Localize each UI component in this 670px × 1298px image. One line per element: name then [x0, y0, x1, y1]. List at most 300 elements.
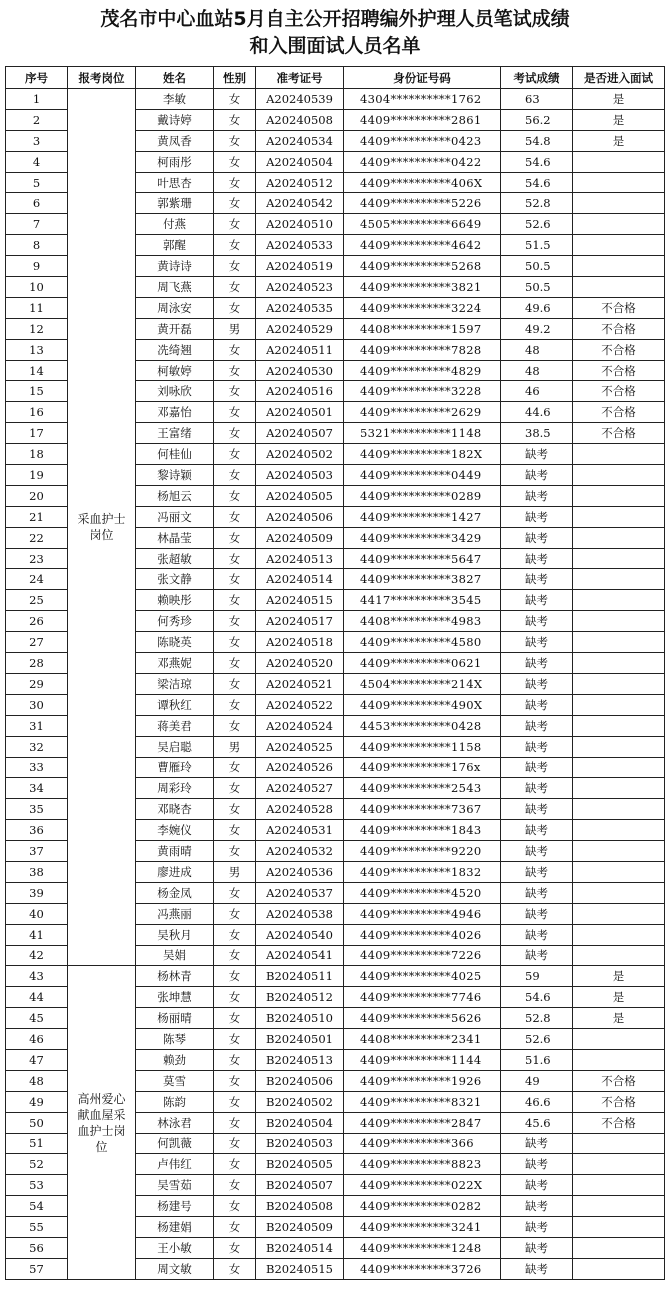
cell-id-no: 4409**********4946: [344, 903, 501, 924]
cell-interview: 是: [573, 987, 665, 1008]
cell-score: 52.6: [501, 214, 573, 235]
cell-gender: 女: [214, 423, 256, 444]
cell-id-no: 4409**********5647: [344, 548, 501, 569]
cell-exam-no: A20240509: [256, 527, 344, 548]
cell-name: 林晶莹: [136, 527, 214, 548]
cell-no: 56: [6, 1237, 68, 1258]
cell-score: 缺考: [501, 820, 573, 841]
cell-exam-no: A20240517: [256, 611, 344, 632]
cell-exam-no: A20240538: [256, 903, 344, 924]
cell-interview: 不合格: [573, 381, 665, 402]
cell-name: 杨建娟: [136, 1217, 214, 1238]
cell-exam-no: A20240541: [256, 945, 344, 966]
cell-score: 48: [501, 360, 573, 381]
cell-exam-no: A20240528: [256, 799, 344, 820]
cell-gender: 女: [214, 444, 256, 465]
cell-exam-no: B20240508: [256, 1196, 344, 1217]
cell-score: 缺考: [501, 485, 573, 506]
cell-id-no: 4409**********022X: [344, 1175, 501, 1196]
cell-exam-no: A20240512: [256, 172, 344, 193]
cell-name: 黄凤香: [136, 130, 214, 151]
cell-score: 59: [501, 966, 573, 987]
cell-name: 邓晓杏: [136, 799, 214, 820]
cell-interview: [573, 590, 665, 611]
cell-name: 张坤慧: [136, 987, 214, 1008]
cell-name: 杨丽晴: [136, 1008, 214, 1029]
cell-interview: 是: [573, 109, 665, 130]
cell-id-no: 4409**********1144: [344, 1049, 501, 1070]
cell-gender: 女: [214, 569, 256, 590]
header-post: 报考岗位: [68, 67, 136, 89]
cell-gender: 女: [214, 1049, 256, 1070]
cell-exam-no: A20240516: [256, 381, 344, 402]
cell-gender: 女: [214, 465, 256, 486]
cell-no: 21: [6, 506, 68, 527]
cell-interview: 不合格: [573, 360, 665, 381]
cell-exam-no: A20240507: [256, 423, 344, 444]
cell-exam-no: A20240532: [256, 841, 344, 862]
cell-score: 56.2: [501, 109, 573, 130]
cell-id-no: 4409**********0423: [344, 130, 501, 151]
cell-exam-no: A20240531: [256, 820, 344, 841]
cell-interview: 不合格: [573, 1091, 665, 1112]
cell-name: 李婉仪: [136, 820, 214, 841]
cell-interview: [573, 1029, 665, 1050]
cell-exam-no: B20240513: [256, 1049, 344, 1070]
cell-no: 25: [6, 590, 68, 611]
table-body: [6, 89, 665, 1280]
cell-score: 缺考: [501, 653, 573, 674]
cell-score: 49: [501, 1070, 573, 1091]
cell-id-no: 4409**********4829: [344, 360, 501, 381]
cell-gender: 女: [214, 506, 256, 527]
cell-name: 付燕: [136, 214, 214, 235]
cell-score: 缺考: [501, 778, 573, 799]
cell-id-no: 4304**********1762: [344, 89, 501, 110]
cell-name: 吴秋月: [136, 924, 214, 945]
cell-interview: [573, 903, 665, 924]
cell-exam-no: B20240506: [256, 1070, 344, 1091]
cell-score: 缺考: [501, 841, 573, 862]
cell-no: 15: [6, 381, 68, 402]
cell-exam-no: A20240518: [256, 632, 344, 653]
cell-no: 43: [6, 966, 68, 987]
cell-name: 何秀珍: [136, 611, 214, 632]
header-interview: 是否进入面试: [573, 67, 665, 89]
cell-score: 缺考: [501, 736, 573, 757]
cell-exam-no: A20240504: [256, 151, 344, 172]
cell-no: 14: [6, 360, 68, 381]
cell-name: 杨金凤: [136, 882, 214, 903]
cell-id-no: 4409**********8823: [344, 1154, 501, 1175]
cell-gender: 女: [214, 1258, 256, 1279]
cell-id-no: 4409**********5268: [344, 256, 501, 277]
cell-no: 4: [6, 151, 68, 172]
cell-interview: 是: [573, 966, 665, 987]
cell-exam-no: A20240520: [256, 653, 344, 674]
cell-id-no: 4409**********4025: [344, 966, 501, 987]
cell-no: 46: [6, 1029, 68, 1050]
cell-gender: 女: [214, 882, 256, 903]
cell-interview: 不合格: [573, 297, 665, 318]
cell-id-no: 4409**********7226: [344, 945, 501, 966]
cell-score: 52.6: [501, 1029, 573, 1050]
cell-exam-no: A20240510: [256, 214, 344, 235]
cell-score: 54.8: [501, 130, 573, 151]
cell-score: 45.6: [501, 1112, 573, 1133]
cell-name: 叶思杏: [136, 172, 214, 193]
cell-name: 冯丽文: [136, 506, 214, 527]
cell-exam-no: A20240514: [256, 569, 344, 590]
cell-name: 周泳安: [136, 297, 214, 318]
cell-gender: 女: [214, 903, 256, 924]
cell-id-no: 4409**********8321: [344, 1091, 501, 1112]
cell-no: 3: [6, 130, 68, 151]
cell-name: 王小敏: [136, 1237, 214, 1258]
cell-no: 47: [6, 1049, 68, 1070]
cell-gender: 女: [214, 151, 256, 172]
cell-name: 张超敏: [136, 548, 214, 569]
cell-gender: 女: [214, 1217, 256, 1238]
cell-gender: 女: [214, 527, 256, 548]
header-no: 序号: [6, 67, 68, 89]
cell-interview: [573, 569, 665, 590]
cell-score: 缺考: [501, 465, 573, 486]
cell-name: 王富绪: [136, 423, 214, 444]
cell-name: 戴诗婷: [136, 109, 214, 130]
cell-id-no: 4409**********3821: [344, 277, 501, 298]
cell-score: 缺考: [501, 1154, 573, 1175]
cell-exam-no: A20240503: [256, 465, 344, 486]
cell-id-no: 4409**********2629: [344, 402, 501, 423]
cell-exam-no: A20240524: [256, 715, 344, 736]
cell-interview: 不合格: [573, 402, 665, 423]
cell-id-no: 4409**********1832: [344, 861, 501, 882]
cell-interview: [573, 820, 665, 841]
cell-score: 46.6: [501, 1091, 573, 1112]
cell-gender: 女: [214, 381, 256, 402]
cell-score: 缺考: [501, 861, 573, 882]
cell-no: 28: [6, 653, 68, 674]
cell-interview: [573, 882, 665, 903]
cell-score: 49.2: [501, 318, 573, 339]
cell-interview: [573, 653, 665, 674]
cell-name: 柯雨彤: [136, 151, 214, 172]
cell-name: 郭紫珊: [136, 193, 214, 214]
cell-interview: [573, 694, 665, 715]
cell-no: 34: [6, 778, 68, 799]
cell-exam-no: A20240508: [256, 109, 344, 130]
cell-no: 54: [6, 1196, 68, 1217]
cell-exam-no: A20240522: [256, 694, 344, 715]
cell-no: 51: [6, 1133, 68, 1154]
cell-gender: 女: [214, 820, 256, 841]
cell-id-no: 4409**********2861: [344, 109, 501, 130]
cell-no: 23: [6, 548, 68, 569]
table-row: [6, 89, 665, 110]
cell-name: 邓嘉怡: [136, 402, 214, 423]
cell-name: 卢伟红: [136, 1154, 214, 1175]
cell-interview: [573, 256, 665, 277]
cell-gender: 女: [214, 1237, 256, 1258]
cell-id-no: 4409**********3228: [344, 381, 501, 402]
cell-interview: [573, 1196, 665, 1217]
cell-interview: [573, 757, 665, 778]
cell-score: 缺考: [501, 882, 573, 903]
cell-gender: 女: [214, 339, 256, 360]
cell-id-no: 4409**********176x: [344, 757, 501, 778]
cell-name: 黎诗颖: [136, 465, 214, 486]
cell-id-no: 4505**********6649: [344, 214, 501, 235]
cell-score: 缺考: [501, 673, 573, 694]
cell-exam-no: A20240537: [256, 882, 344, 903]
cell-exam-no: A20240525: [256, 736, 344, 757]
cell-exam-no: A20240519: [256, 256, 344, 277]
cell-interview: [573, 841, 665, 862]
cell-no: 42: [6, 945, 68, 966]
cell-interview: [573, 527, 665, 548]
cell-interview: [573, 673, 665, 694]
cell-exam-no: B20240505: [256, 1154, 344, 1175]
cell-id-no: 4409**********1248: [344, 1237, 501, 1258]
cell-no: 39: [6, 882, 68, 903]
cell-id-no: 4504**********214X: [344, 673, 501, 694]
table-row: [6, 966, 665, 987]
cell-interview: [573, 1154, 665, 1175]
cell-no: 49: [6, 1091, 68, 1112]
cell-score: 缺考: [501, 632, 573, 653]
header-exam-no: 准考证号: [256, 67, 344, 89]
cell-id-no: 4409**********1843: [344, 820, 501, 841]
cell-no: 32: [6, 736, 68, 757]
cell-name: 吴雪茹: [136, 1175, 214, 1196]
cell-name: 黄诗诗: [136, 256, 214, 277]
cell-id-no: 4409**********9220: [344, 841, 501, 862]
cell-name: 莫雪: [136, 1070, 214, 1091]
cell-name: 赖映彤: [136, 590, 214, 611]
cell-interview: [573, 1258, 665, 1279]
cell-exam-no: A20240527: [256, 778, 344, 799]
cell-gender: 女: [214, 632, 256, 653]
cell-id-no: 4409**********182X: [344, 444, 501, 465]
cell-interview: [573, 736, 665, 757]
cell-no: 50: [6, 1112, 68, 1133]
cell-score: 46: [501, 381, 573, 402]
cell-id-no: 4409**********2543: [344, 778, 501, 799]
cell-score: 54.6: [501, 151, 573, 172]
cell-name: 刘咏欣: [136, 381, 214, 402]
cell-id-no: 4408**********2341: [344, 1029, 501, 1050]
cell-no: 10: [6, 277, 68, 298]
cell-gender: 女: [214, 256, 256, 277]
cell-no: 20: [6, 485, 68, 506]
cell-gender: 女: [214, 945, 256, 966]
cell-gender: 女: [214, 1029, 256, 1050]
cell-id-no: 4409**********7828: [344, 339, 501, 360]
cell-gender: 女: [214, 590, 256, 611]
cell-no: 38: [6, 861, 68, 882]
cell-score: 缺考: [501, 1258, 573, 1279]
header-id-no: 身份证号码: [344, 67, 501, 89]
cell-id-no: 4409**********490X: [344, 694, 501, 715]
cell-id-no: 4408**********4983: [344, 611, 501, 632]
cell-name: 杨建号: [136, 1196, 214, 1217]
cell-exam-no: A20240530: [256, 360, 344, 381]
cell-score: 缺考: [501, 715, 573, 736]
cell-exam-no: A20240513: [256, 548, 344, 569]
cell-gender: 女: [214, 1133, 256, 1154]
cell-no: 18: [6, 444, 68, 465]
cell-exam-no: A20240536: [256, 861, 344, 882]
cell-interview: [573, 632, 665, 653]
cell-no: 48: [6, 1070, 68, 1091]
cell-gender: 女: [214, 1154, 256, 1175]
cell-interview: [573, 193, 665, 214]
cell-exam-no: B20240512: [256, 987, 344, 1008]
cell-score: 缺考: [501, 694, 573, 715]
cell-score: 缺考: [501, 799, 573, 820]
cell-score: 48: [501, 339, 573, 360]
cell-interview: [573, 444, 665, 465]
cell-no: 2: [6, 109, 68, 130]
cell-exam-no: A20240515: [256, 590, 344, 611]
cell-gender: 女: [214, 799, 256, 820]
cell-name: 郭醒: [136, 235, 214, 256]
cell-interview: [573, 235, 665, 256]
cell-gender: 女: [214, 1070, 256, 1091]
cell-id-no: 4409**********1926: [344, 1070, 501, 1091]
document-title: [0, 6, 670, 60]
cell-no: 19: [6, 465, 68, 486]
cell-gender: 女: [214, 1091, 256, 1112]
cell-interview: [573, 151, 665, 172]
cell-name: 黄开磊: [136, 318, 214, 339]
cell-name: 周文敏: [136, 1258, 214, 1279]
cell-gender: 女: [214, 297, 256, 318]
cell-interview: 不合格: [573, 1112, 665, 1133]
cell-id-no: 4409**********0289: [344, 485, 501, 506]
cell-id-no: 4409**********0621: [344, 653, 501, 674]
cell-score: 缺考: [501, 506, 573, 527]
cell-gender: 女: [214, 485, 256, 506]
cell-exam-no: A20240526: [256, 757, 344, 778]
cell-gender: 女: [214, 402, 256, 423]
cell-name: 冼绮翘: [136, 339, 214, 360]
cell-gender: 男: [214, 861, 256, 882]
cell-post: 高州爱心献血屋采血护士岗位: [68, 966, 136, 1279]
cell-exam-no: B20240507: [256, 1175, 344, 1196]
cell-no: 12: [6, 318, 68, 339]
cell-exam-no: A20240529: [256, 318, 344, 339]
cell-name: 何桂仙: [136, 444, 214, 465]
cell-id-no: 4409**********7746: [344, 987, 501, 1008]
cell-interview: [573, 548, 665, 569]
cell-exam-no: B20240503: [256, 1133, 344, 1154]
cell-no: 31: [6, 715, 68, 736]
cell-gender: 女: [214, 1196, 256, 1217]
cell-score: 缺考: [501, 527, 573, 548]
cell-exam-no: A20240521: [256, 673, 344, 694]
cell-interview: [573, 924, 665, 945]
cell-interview: [573, 1175, 665, 1196]
cell-name: 张文静: [136, 569, 214, 590]
cell-no: 11: [6, 297, 68, 318]
header-name: 姓名: [136, 67, 214, 89]
results-table: [5, 66, 665, 1280]
cell-score: 缺考: [501, 611, 573, 632]
cell-score: 缺考: [501, 1217, 573, 1238]
cell-gender: 女: [214, 172, 256, 193]
cell-no: 22: [6, 527, 68, 548]
cell-post: 采血护士岗位: [68, 89, 136, 966]
cell-id-no: 4409**********3224: [344, 297, 501, 318]
cell-score: 缺考: [501, 590, 573, 611]
cell-interview: [573, 485, 665, 506]
cell-score: 38.5: [501, 423, 573, 444]
cell-id-no: 4409**********4580: [344, 632, 501, 653]
cell-interview: [573, 799, 665, 820]
cell-score: 54.6: [501, 987, 573, 1008]
cell-score: 缺考: [501, 924, 573, 945]
cell-gender: 女: [214, 611, 256, 632]
cell-id-no: 4417**********3545: [344, 590, 501, 611]
cell-no: 8: [6, 235, 68, 256]
cell-id-no: 4409**********2847: [344, 1112, 501, 1133]
cell-no: 30: [6, 694, 68, 715]
cell-score: 缺考: [501, 1237, 573, 1258]
cell-exam-no: A20240523: [256, 277, 344, 298]
cell-no: 24: [6, 569, 68, 590]
cell-id-no: 4409**********3827: [344, 569, 501, 590]
cell-gender: 女: [214, 715, 256, 736]
cell-no: 37: [6, 841, 68, 862]
cell-name: 邓燕妮: [136, 653, 214, 674]
cell-interview: [573, 172, 665, 193]
cell-score: 缺考: [501, 444, 573, 465]
cell-gender: 女: [214, 778, 256, 799]
cell-exam-no: A20240501: [256, 402, 344, 423]
cell-id-no: 4409**********1158: [344, 736, 501, 757]
cell-no: 6: [6, 193, 68, 214]
cell-no: 1: [6, 89, 68, 110]
cell-interview: 是: [573, 89, 665, 110]
cell-score: 54.6: [501, 172, 573, 193]
cell-no: 57: [6, 1258, 68, 1279]
cell-interview: [573, 465, 665, 486]
cell-gender: 女: [214, 757, 256, 778]
cell-name: 柯敏婷: [136, 360, 214, 381]
cell-name: 谭秋红: [136, 694, 214, 715]
cell-gender: 女: [214, 277, 256, 298]
cell-gender: 女: [214, 841, 256, 862]
cell-id-no: 4409**********7367: [344, 799, 501, 820]
cell-score: 51.5: [501, 235, 573, 256]
cell-id-no: 4409**********0422: [344, 151, 501, 172]
cell-score: 缺考: [501, 548, 573, 569]
cell-exam-no: B20240511: [256, 966, 344, 987]
cell-id-no: 4409**********3241: [344, 1217, 501, 1238]
cell-no: 17: [6, 423, 68, 444]
title-line-2: 和入围面试人员名单: [249, 35, 421, 57]
cell-name: 杨旭云: [136, 485, 214, 506]
cell-exam-no: B20240504: [256, 1112, 344, 1133]
cell-no: 40: [6, 903, 68, 924]
cell-score: 50.5: [501, 277, 573, 298]
cell-score: 缺考: [501, 1133, 573, 1154]
cell-no: 55: [6, 1217, 68, 1238]
cell-exam-no: A20240502: [256, 444, 344, 465]
cell-id-no: 4409**********366: [344, 1133, 501, 1154]
